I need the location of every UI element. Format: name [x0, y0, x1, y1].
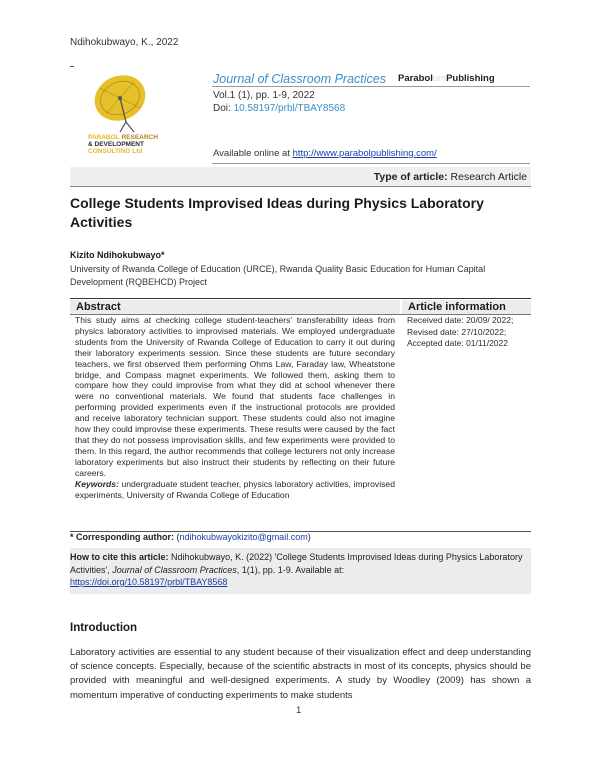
abstract-body: This study aims at checking college student-teachers' transferability ideas from physics laboratory activities to improvised materials. We employed undergraduate students from the University of Rwanda College of Education to carry it out during their laboratory experiments session. Since these students are future secondary teachers, we first observed them performing Ohms Law, Faraday law, Wheatstone bridge, and Compass magnet experiments. We followed them, asking them to compare how they could improvise from what they did at school whenever there were no conventional materials. We found that students face challenges in performing provided experiments even if the instructional protocols are provided and receive laboratory technician support. These students could also not imagine how they could improvise these experiments. These results were caused by the fact that they do not possess improvisation skills, and few experiments were provided to them. In this regard, the author recommends that college lecturers not only increase laboratory experiments but also instruct their students by reflecting on their future careers. [75, 315, 395, 478]
volume-info: Vol.1 (1), pp. 1-9, 2022 [213, 90, 315, 101]
logo-line3: CONSULTING Ltd [88, 148, 143, 155]
accepted-date: Accepted date: 01/11/2022 [407, 338, 508, 348]
article-info-heading: Article information [402, 300, 531, 314]
running-head: Ndihokubwayo, K., 2022 [70, 37, 179, 48]
logo-line1b: RESEARCH [119, 134, 158, 141]
divider [212, 163, 530, 164]
received-date: Received date: 20/09/ 2022; [407, 315, 514, 325]
citation-doi-link[interactable]: https://doi.org/10.58197/prbl/TBAY8568 [70, 577, 228, 587]
journal-title: Journal of Classroom Practices [213, 72, 386, 86]
corresponding-author [70, 532, 311, 542]
logo-text [88, 134, 178, 155]
divider [212, 86, 530, 87]
author-name: Kizito Ndihokubwayo* [70, 250, 165, 260]
introduction-text: Laboratory activities are essential to any student because of their visualization effect and deep understanding of science concepts. Especially, because of the scientific abstracts in most of its concepts, physics should be provided with meaningful and well-designed experiments. A study by Woodley (2009) has shown a momentum imperative of conducting experiments to make students [70, 647, 531, 701]
author-affiliation: University of Rwanda College of Education (URCE), Rwanda Quality Basic Education for Human Capital Development (RQBEHCD) Project [70, 264, 486, 287]
publisher-b: Publishing [446, 73, 495, 84]
satellite-dish-icon [87, 70, 153, 132]
doi-line [213, 103, 345, 114]
citation-label: How to cite this article: [70, 552, 169, 562]
divider [70, 298, 531, 299]
doi-label: Doi: [213, 103, 234, 114]
citation-box [70, 548, 531, 594]
author-email-link[interactable]: ndihokubwayokizito@gmail.com [179, 532, 308, 542]
corresponding-label: * Corresponding author: [70, 532, 174, 542]
abstract-text [75, 315, 395, 500]
paren-close: ) [307, 532, 311, 542]
available-online [213, 148, 437, 159]
publisher-name [398, 73, 495, 84]
keywords [75, 479, 395, 501]
publisher-website-link[interactable]: http://www.parabolpublishing.com/ [292, 148, 437, 159]
keywords-label: Keywords: [75, 478, 119, 489]
citation-text-b: , 1(1), pp. 1-9. Available at: [236, 564, 345, 575]
divider [70, 66, 74, 67]
doi-link[interactable]: 10.58197/prbl/TBAY8568 [233, 103, 346, 114]
article-type-bar [70, 167, 531, 187]
publisher-mid: um [432, 73, 447, 84]
introduction-heading: Introduction [70, 622, 138, 634]
revised-date: Revised date: 27/10/2022; [407, 326, 507, 337]
paren-open: ( [174, 532, 180, 542]
keywords-list: undergraduate student teacher, physics laboratory activities, improvised experiments, University of Rwanda College of Education [75, 478, 395, 500]
citation-text-a: Ndihokubwayo, K. (2022) 'College Students Improvised Ideas during Physics Laboratory Activities', [70, 552, 523, 575]
citation-journal: Journal of Classroom Practices [112, 564, 237, 575]
article-type-value: Research Article [450, 171, 527, 183]
logo-line1a: PARABOL [88, 134, 120, 141]
abstract-heading: Abstract [70, 300, 400, 314]
article-type-label: Type of article: [373, 171, 448, 183]
article-info [407, 315, 529, 350]
logo-line2: & DEVELOPMENT [88, 141, 144, 148]
available-label: Available online at [213, 148, 293, 159]
publisher-a: Parabol [398, 73, 433, 84]
paper-title: College Students Improvised Ideas during Physics Laboratory Activities [70, 195, 484, 230]
page-number: 1 [296, 705, 302, 716]
